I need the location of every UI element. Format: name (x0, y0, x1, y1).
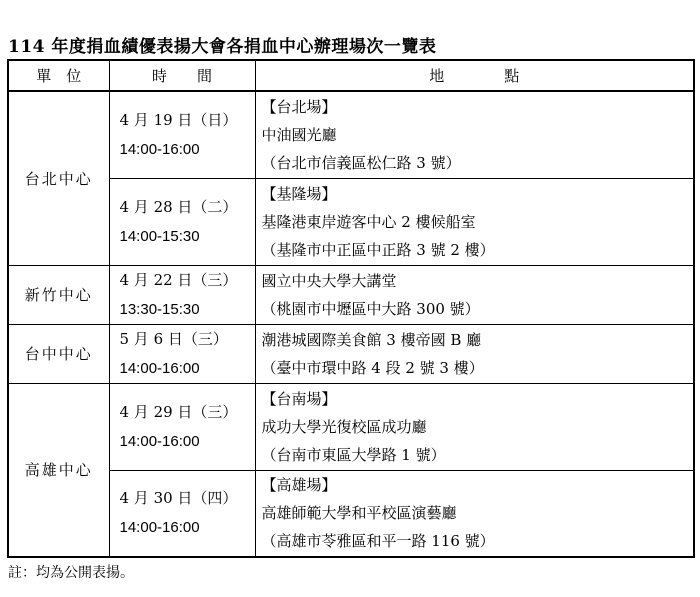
venue-name: 中油國光廳 (261, 125, 337, 144)
time-cell (109, 324, 255, 383)
location-cell (255, 265, 694, 324)
venue-address: （桃園市中壢區中大路 300 號） (261, 299, 480, 318)
unit-cell: 台北中心 (8, 91, 109, 265)
event-time: 14:00-16:00 (119, 140, 200, 158)
event-date: 5 月 6 日（三） (119, 329, 228, 348)
event-time: 14:00-16:00 (119, 432, 200, 450)
event-time: 14:00-15:30 (119, 227, 200, 245)
table-row (8, 265, 694, 324)
unit-cell: 台中中心 (8, 324, 109, 383)
unit-cell: 新竹中心 (8, 265, 109, 324)
event-date: 4 月 22 日（三） (119, 270, 238, 289)
venue-name: 潮港城國際美食館 3 樓帝國 B 廳 (261, 330, 482, 349)
event-date: 4 月 29 日（三） (119, 402, 238, 421)
venue-address: （台北市信義區松仁路 3 號） (261, 153, 461, 172)
venue-label: 【台南場】 (261, 389, 337, 408)
event-time: 14:00-16:00 (119, 519, 200, 537)
time-cell (109, 91, 255, 178)
table-row (8, 91, 694, 178)
location-cell (255, 324, 694, 383)
event-date: 4 月 19 日（日） (119, 110, 238, 129)
header-row (8, 60, 694, 91)
unit-cell: 高雄中心 (8, 383, 109, 557)
event-date: 4 月 28 日（二） (119, 197, 238, 216)
venue-name: 基隆港東岸遊客中心 2 樓候船室 (261, 212, 476, 231)
event-time: 13:30-15:30 (119, 300, 200, 318)
header-location: 地 點 (255, 60, 694, 91)
table-row (8, 470, 694, 557)
time-cell (109, 178, 255, 265)
venue-address: （高雄市苓雅區和平一路 116 號） (261, 532, 495, 551)
location-cell (255, 470, 694, 557)
venue-name: 國立中央大學大講堂 (261, 271, 397, 290)
event-time: 14:00-16:00 (119, 359, 200, 377)
table-row (8, 383, 694, 470)
table-row (8, 324, 694, 383)
venue-name: 成功大學光復校區成功廳 (261, 417, 427, 436)
table-row (8, 178, 694, 265)
header-unit: 單 位 (8, 60, 109, 91)
venue-label: 【基隆場】 (261, 184, 337, 203)
time-cell (109, 265, 255, 324)
footnote: 註：均為公開表揚。 (8, 565, 134, 581)
document-title: 114 年度捐血績優表揚大會各捐血中心辦理場次一覽表 (8, 37, 437, 57)
location-cell (255, 91, 694, 178)
header-time: 時 間 (109, 60, 255, 91)
venue-label: 【台北場】 (261, 97, 337, 116)
venue-address: （台南市東區大學路 1 號） (261, 445, 446, 464)
venue-address: （基隆市中正區中正路 3 號 2 樓） (261, 240, 495, 259)
schedule-table (7, 59, 695, 558)
location-cell (255, 383, 694, 470)
venue-name: 高雄師範大學和平校區演藝廳 (261, 504, 457, 523)
event-date: 4 月 30 日（四） (119, 489, 238, 508)
time-cell (109, 470, 255, 557)
venue-address: （臺中市環中路 4 段 2 號 3 樓） (261, 358, 484, 377)
time-cell (109, 383, 255, 470)
location-cell (255, 178, 694, 265)
venue-label: 【高雄場】 (261, 476, 337, 495)
